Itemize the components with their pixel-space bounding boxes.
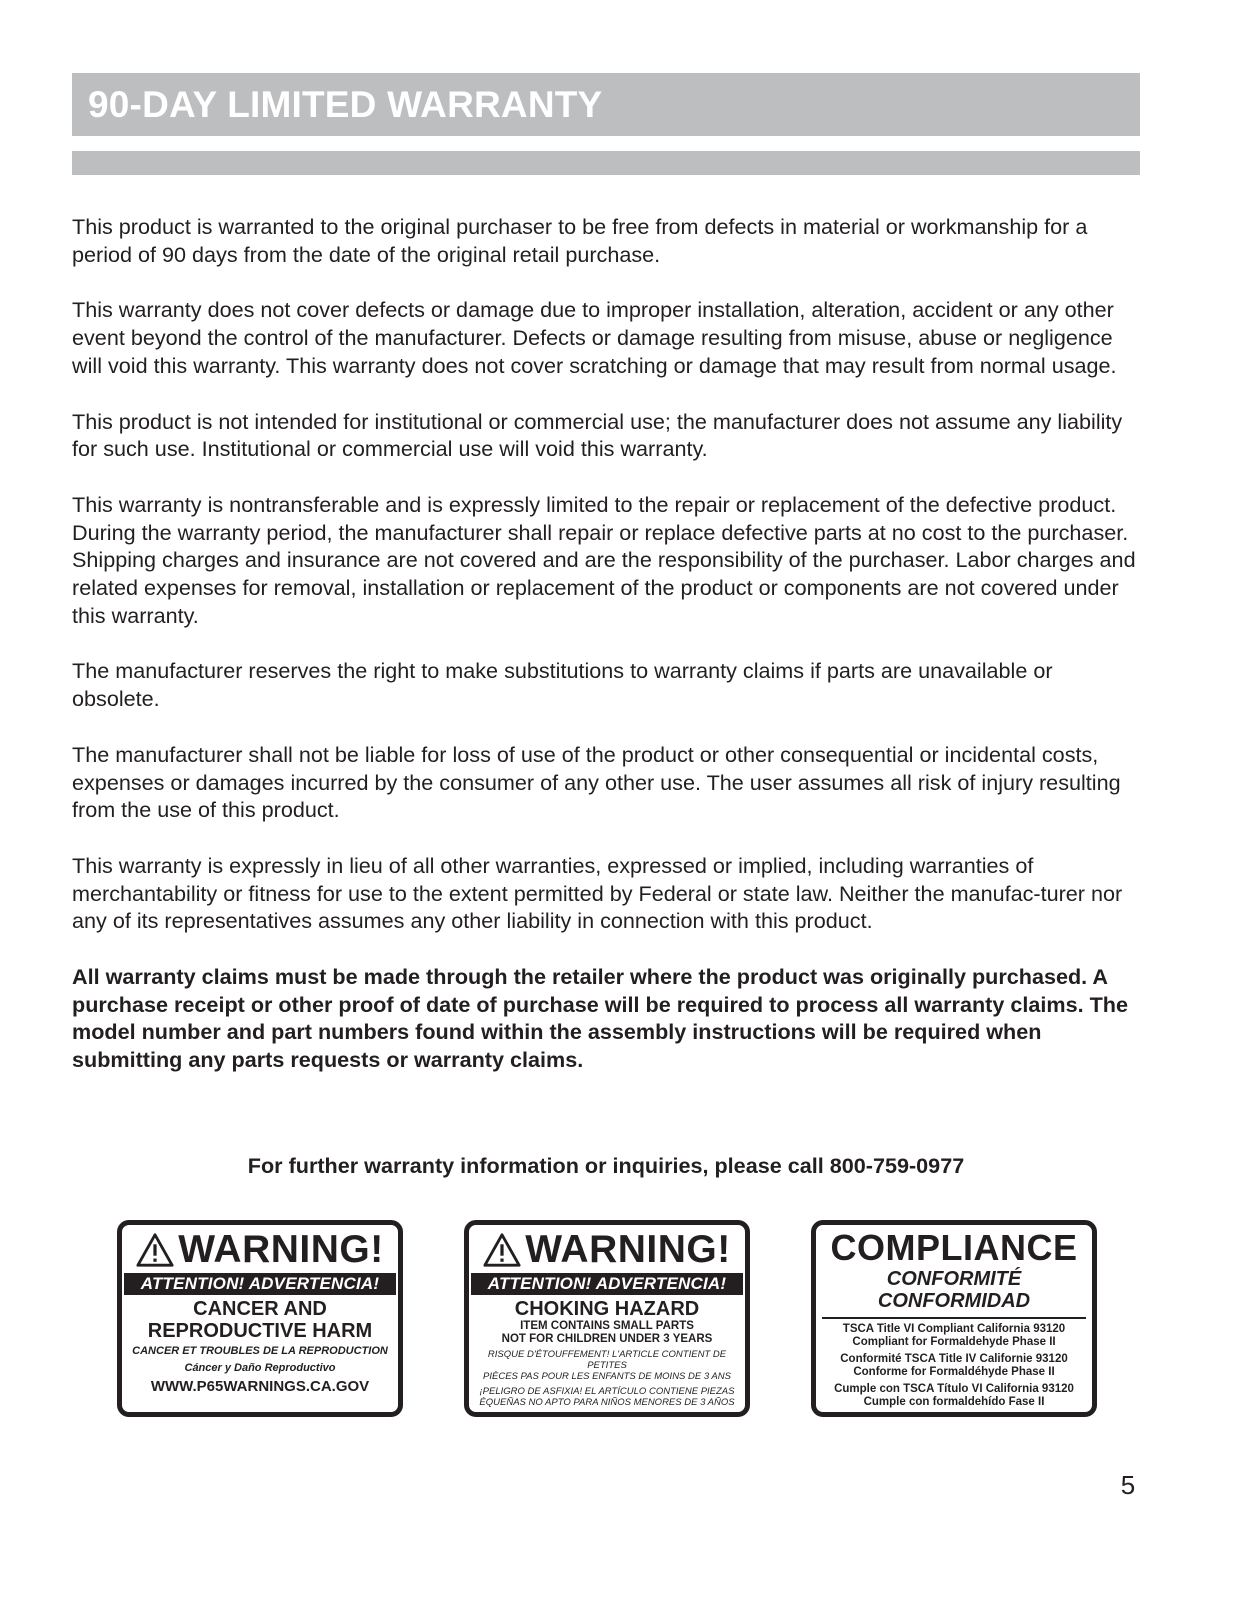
compliance-line: Conforme for Formaldéhyde Phase II bbox=[853, 1366, 1055, 1378]
p65-url: WWW.P65WARNINGS.CA.GOV bbox=[150, 1378, 370, 1395]
warning-title: WARNING! bbox=[178, 1228, 384, 1271]
compliance-line: Compliant for Formaldehyde Phase II bbox=[852, 1336, 1056, 1348]
cancer-heading-1: CANCER AND bbox=[193, 1298, 327, 1320]
choking-french-1: RISQUE D'ÉTOUFFEMENT! L'ARTICLE CONTIENT DE PETITES bbox=[487, 1349, 727, 1371]
warning-triangle-icon bbox=[136, 1232, 174, 1268]
warning-heading bbox=[469, 1227, 745, 1273]
warning-banner: ATTENTION! ADVERTENCIA! bbox=[124, 1273, 396, 1295]
compliance-divider bbox=[822, 1317, 1086, 1319]
warning-banner: ATTENTION! ADVERTENCIA! bbox=[471, 1273, 743, 1295]
compliance-line: Cumple con formaldehído Fase II bbox=[863, 1396, 1045, 1408]
choking-line-1: ITEM CONTAINS SMALL PARTS bbox=[520, 1320, 694, 1332]
warranty-body bbox=[72, 213, 1144, 1102]
compliance-line: TSCA Title VI Compliant California 93120 bbox=[842, 1323, 1066, 1335]
claims-paragraph: All warranty claims must be made through the retailer where the product was originally purchased. A purchase receipt or other proof of date of purchase will be required to process all warranty claims. The model number and part numbers found within the assembly instructions will be required when submitting any parts requests or warranty claims. bbox=[72, 964, 1128, 1073]
paragraph: This warranty is nontransferable and is expressly limited to the repair or replacement of the defective product. During the warranty period, the manufacturer shall repair or replace defective parts at no cost to the purchaser. Shipping charges and insurance are not covered and are the responsibility of the purchaser. Labor charges and related expenses for removal, installation or replacement of the product or components are not covered under this warranty. bbox=[72, 491, 1136, 628]
cancer-spanish: Cáncer y Daño Reproductivo bbox=[184, 1362, 336, 1374]
compliance-line: Cumple con TSCA Título VI California 93120 bbox=[834, 1383, 1074, 1395]
choking-spanish-2: ÉQUEÑAS NO APTO PARA NIÑOS MENORES DE 3 AÑOS bbox=[479, 1397, 735, 1408]
choking-line-2: NOT FOR CHILDREN UNDER 3 YEARS bbox=[501, 1333, 713, 1345]
page-number: 5 bbox=[1120, 1470, 1136, 1500]
contact-line: For further warranty information or inquiries, please call 800-759-0977 bbox=[247, 1153, 965, 1178]
title-bar bbox=[72, 73, 1140, 136]
paragraph: The manufacturer reserves the right to make substitutions to warranty claims if parts are unavailable or obsolete. bbox=[72, 658, 1053, 712]
cancer-warning-label bbox=[117, 1220, 403, 1417]
compliance-line: Conformité TSCA Title IV Californie 93120 bbox=[840, 1353, 1068, 1365]
warning-heading bbox=[122, 1227, 398, 1273]
paragraph: The manufacturer shall not be liable for loss of use of the product or other consequential or incidental costs, expenses or damages incurred by the consumer of any other use. The user assumes all risk of injury resulting from the use of this product. bbox=[72, 741, 1121, 823]
compliance-label bbox=[811, 1220, 1097, 1417]
cancer-french: CANCER ET TROUBLES DE LA REPRODUCTION bbox=[132, 1345, 388, 1357]
page-title: 90-DAY LIMITED WARRANTY bbox=[88, 84, 603, 125]
paragraph: This product is warranted to the original purchaser to be free from defects in material or workmanship for a period of 90 days from the date of the original retail purchase. bbox=[72, 214, 1088, 267]
choking-warning-label bbox=[464, 1220, 750, 1417]
warning-title: WARNING! bbox=[525, 1228, 731, 1271]
compliance-title: COMPLIANCE bbox=[830, 1227, 1078, 1268]
sub-bar bbox=[72, 151, 1140, 175]
paragraph: This warranty does not cover defects or damage due to improper installation, alteration, accident or any other event beyond the control of the manufacturer. Defects or damage resulting from misuse, abuse or negligence will void this warranty. This warranty does not cover scratching or damage that may result from normal usage. bbox=[72, 297, 1117, 378]
choking-french-2: PIÈCES PAS POUR LES ENFANTS DE MOINS DE 3 ANS bbox=[483, 1371, 731, 1382]
paragraph: This product is not intended for institutional or commercial use; the manufacturer does not assume any liability for such use. Institutional or commercial use will void this warranty. bbox=[72, 408, 1123, 462]
cancer-heading-2: REPRODUCTIVE HARM bbox=[147, 1320, 373, 1342]
choking-heading: CHOKING HAZARD bbox=[514, 1298, 700, 1320]
paragraph: This warranty is expressly in lieu of all other warranties, expressed or implied, including warranties of merchantability or fitness for use to the extent permitted by Federal or state law. Neither the manufac-turer nor any of its representatives assumes any other liability in connection with this product. bbox=[72, 852, 1123, 934]
compliance-sub-es: CONFORMIDAD bbox=[877, 1290, 1031, 1312]
choking-spanish-1: ¡PELIGRO DE ASFIXIA! EL ARTÍCULO CONTIENE PIEZAS bbox=[479, 1386, 735, 1397]
compliance-sub-fr: CONFORMITÉ bbox=[886, 1268, 1022, 1290]
warning-triangle-icon bbox=[483, 1232, 521, 1268]
